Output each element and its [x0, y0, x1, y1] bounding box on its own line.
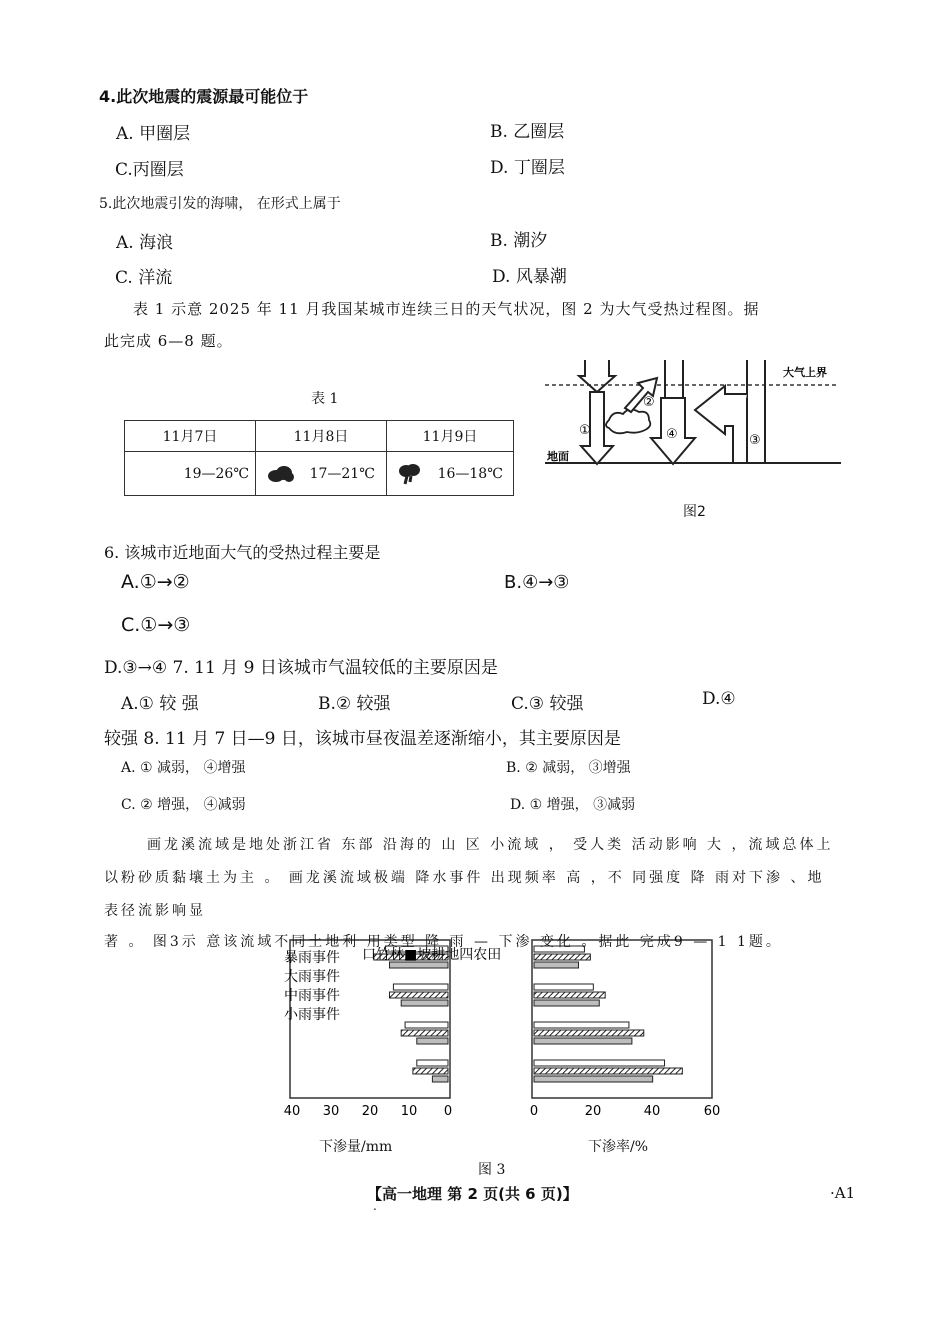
bar-rate-slope-farmland-0 — [534, 954, 590, 960]
left-tick-10: 10 — [400, 1104, 418, 1119]
cloudy-icon — [267, 465, 295, 483]
intro1-line2: 此完成 6—8 题。 — [104, 332, 233, 350]
q8-option-a: A. ① 减弱， ④增强 — [121, 760, 246, 776]
table1-cell-day3 — [387, 452, 514, 496]
footer-dot: . — [373, 1199, 377, 1213]
page-footer: 【高一地理 第 2 页(共 6 页)】 — [367, 1185, 578, 1203]
bar-rate-farmland-2 — [534, 1038, 632, 1044]
intro2-line2: 以粉砂质黏壤土为主 。 画龙溪流域极端 降水事件 出现频率 高 ，不 同强度 降 雨对下渗 、地 — [104, 870, 825, 886]
category-label-light: 小雨事件 — [284, 1007, 340, 1023]
bar-infiltration-farmland-3 — [432, 1076, 448, 1082]
table1-header-day3: 11月9日 — [387, 421, 514, 452]
table1-temp-day1: 19—26℃ — [183, 465, 249, 482]
left-tick-20: 20 — [361, 1104, 379, 1119]
figure3-left-xlabel: 下渗量/mm — [319, 1139, 393, 1155]
q6-option-c: C.①→③ — [121, 614, 191, 636]
rain-icon — [397, 463, 423, 485]
table1-header-day1: 11月7日 — [125, 421, 256, 452]
bar-infiltration-bamboo-2 — [405, 1022, 448, 1028]
category-label-heavy: 大雨事件 — [284, 969, 340, 985]
q6-option-b: B.④→③ — [504, 572, 570, 593]
q5-option-b: B. 潮汐 — [490, 231, 548, 251]
q4-option-c: C.丙圈层 — [115, 160, 184, 180]
left-tick-30: 30 — [322, 1104, 340, 1119]
q4-option-d: D. 丁圈层 — [490, 158, 565, 178]
bar-infiltration-farmland-1 — [401, 1000, 448, 1006]
figure3-legend: 口竹林■坡耕地四农田 — [362, 947, 502, 963]
category-label-moderate: 中雨事件 — [284, 988, 340, 1004]
right-tick-60: 60 — [703, 1104, 721, 1119]
q8-option-d: D. ① 增强， ③减弱 — [510, 797, 636, 813]
q6-option-d-q7-title: D.③→④ 7. 11 月 9 日该城市气温较低的主要原因是 — [104, 658, 498, 678]
bar-rate-bamboo-3 — [534, 1060, 665, 1066]
q6-option-a: A.①→② — [121, 571, 190, 593]
intro2-line3: 表径流影响显 — [104, 903, 206, 919]
bar-infiltration-slope-farmland-1 — [390, 992, 449, 998]
bar-rate-farmland-0 — [534, 962, 579, 968]
bar-rate-bamboo-2 — [534, 1022, 629, 1028]
intro2-line1: 画龙溪流域是地处浙江省 东部 沿海的 山 区 小流域 ， 受人类 活动影响 大 ，流域总体上 — [147, 837, 834, 853]
weather-table — [124, 420, 514, 496]
q7-option-a: A.① 较 强 — [121, 694, 199, 714]
q8-title: 较强 8. 11 月 7 日—9 日，该城市昼夜温差逐渐缩小，其主要原因是 — [104, 729, 621, 749]
q5-option-d: D. 风暴潮 — [492, 267, 567, 287]
q5-title: 5.此次地震引发的海啸， 在形式上属于 — [99, 196, 341, 212]
q6-title: 6. 该城市近地面大气的受热过程主要是 — [104, 543, 381, 562]
marker-4: ④ — [666, 427, 678, 442]
bar-infiltration-slope-farmland-3 — [413, 1068, 448, 1074]
marker-3: ③ — [749, 433, 761, 448]
category-label-storm: 暴雨事件 — [284, 950, 340, 966]
bar-infiltration-bamboo-3 — [417, 1060, 448, 1066]
table1-caption: 表 1 — [311, 391, 339, 407]
bar-rate-farmland-3 — [534, 1076, 653, 1082]
arrow-1-top — [579, 360, 615, 392]
figure3-caption: 图 3 — [478, 1162, 506, 1178]
q5-option-c: C. 洋流 — [115, 268, 173, 288]
bar-rate-slope-farmland-2 — [534, 1030, 644, 1036]
cloud-icon — [606, 409, 650, 433]
marker-1: ① — [579, 423, 591, 438]
bar-infiltration-farmland-2 — [417, 1038, 448, 1044]
right-tick-20: 20 — [584, 1104, 602, 1119]
figure3-right-xlabel: 下渗率/% — [588, 1139, 649, 1155]
q4-title: 4.此次地震的震源最可能位于 — [99, 87, 309, 106]
q8-option-b: B. ② 减弱， ③增强 — [506, 760, 631, 776]
figure3-chart — [270, 930, 730, 1120]
q7-option-b: B.② 较强 — [318, 694, 391, 714]
q8-option-c: C. ② 增强， ④减弱 — [121, 797, 246, 813]
bar-infiltration-bamboo-1 — [393, 984, 448, 990]
bar-rate-slope-farmland-3 — [534, 1068, 682, 1074]
footer-code: ·A1 — [830, 1184, 856, 1202]
left-tick-40: 40 — [283, 1104, 301, 1119]
right-tick-0: 0 — [529, 1104, 539, 1119]
q7-option-c: C.③ 较强 — [511, 694, 584, 714]
bar-infiltration-slope-farmland-2 — [401, 1030, 448, 1036]
table1-cell-day2 — [256, 452, 387, 496]
q4-option-b: B. 乙圈层 — [490, 122, 565, 142]
bar-rate-bamboo-1 — [534, 984, 593, 990]
arrow-4-shaft-top — [665, 360, 683, 398]
table1-header-day2: 11月8日 — [256, 421, 387, 452]
right-tick-40: 40 — [643, 1104, 661, 1119]
left-tick-0: 0 — [443, 1104, 453, 1119]
table1-temp-day2: 17—21℃ — [309, 465, 375, 482]
q5-option-a: A. 海浪 — [116, 233, 174, 253]
figure2-heating-diagram — [545, 358, 845, 470]
intro2-line4: 著 。 图3示 意该流域不同土地利 用类型 降 雨 — 下渗 变化 。据此 完成9 — 1 1题。 — [104, 934, 783, 950]
atmosphere-top-label: 大气上界 — [783, 366, 827, 379]
table1-temp-day3: 16—18℃ — [437, 465, 503, 482]
figure2-caption: 图2 — [683, 504, 706, 520]
q7-option-d: D.④ — [702, 689, 736, 709]
marker-2: ② — [643, 395, 655, 410]
intro1-line1: 表 1 示意 2025 年 11 月我国某城市连续三日的天气状况，图 2 为大气受热过程图。据 — [133, 300, 760, 318]
q4-option-a: A. 甲圈层 — [116, 124, 191, 144]
bar-rate-farmland-1 — [534, 1000, 599, 1006]
table1-cell-day1 — [125, 452, 256, 496]
arrow-3 — [695, 386, 747, 463]
bar-rate-slope-farmland-1 — [534, 992, 605, 998]
ground-label: 地面 — [547, 450, 569, 463]
